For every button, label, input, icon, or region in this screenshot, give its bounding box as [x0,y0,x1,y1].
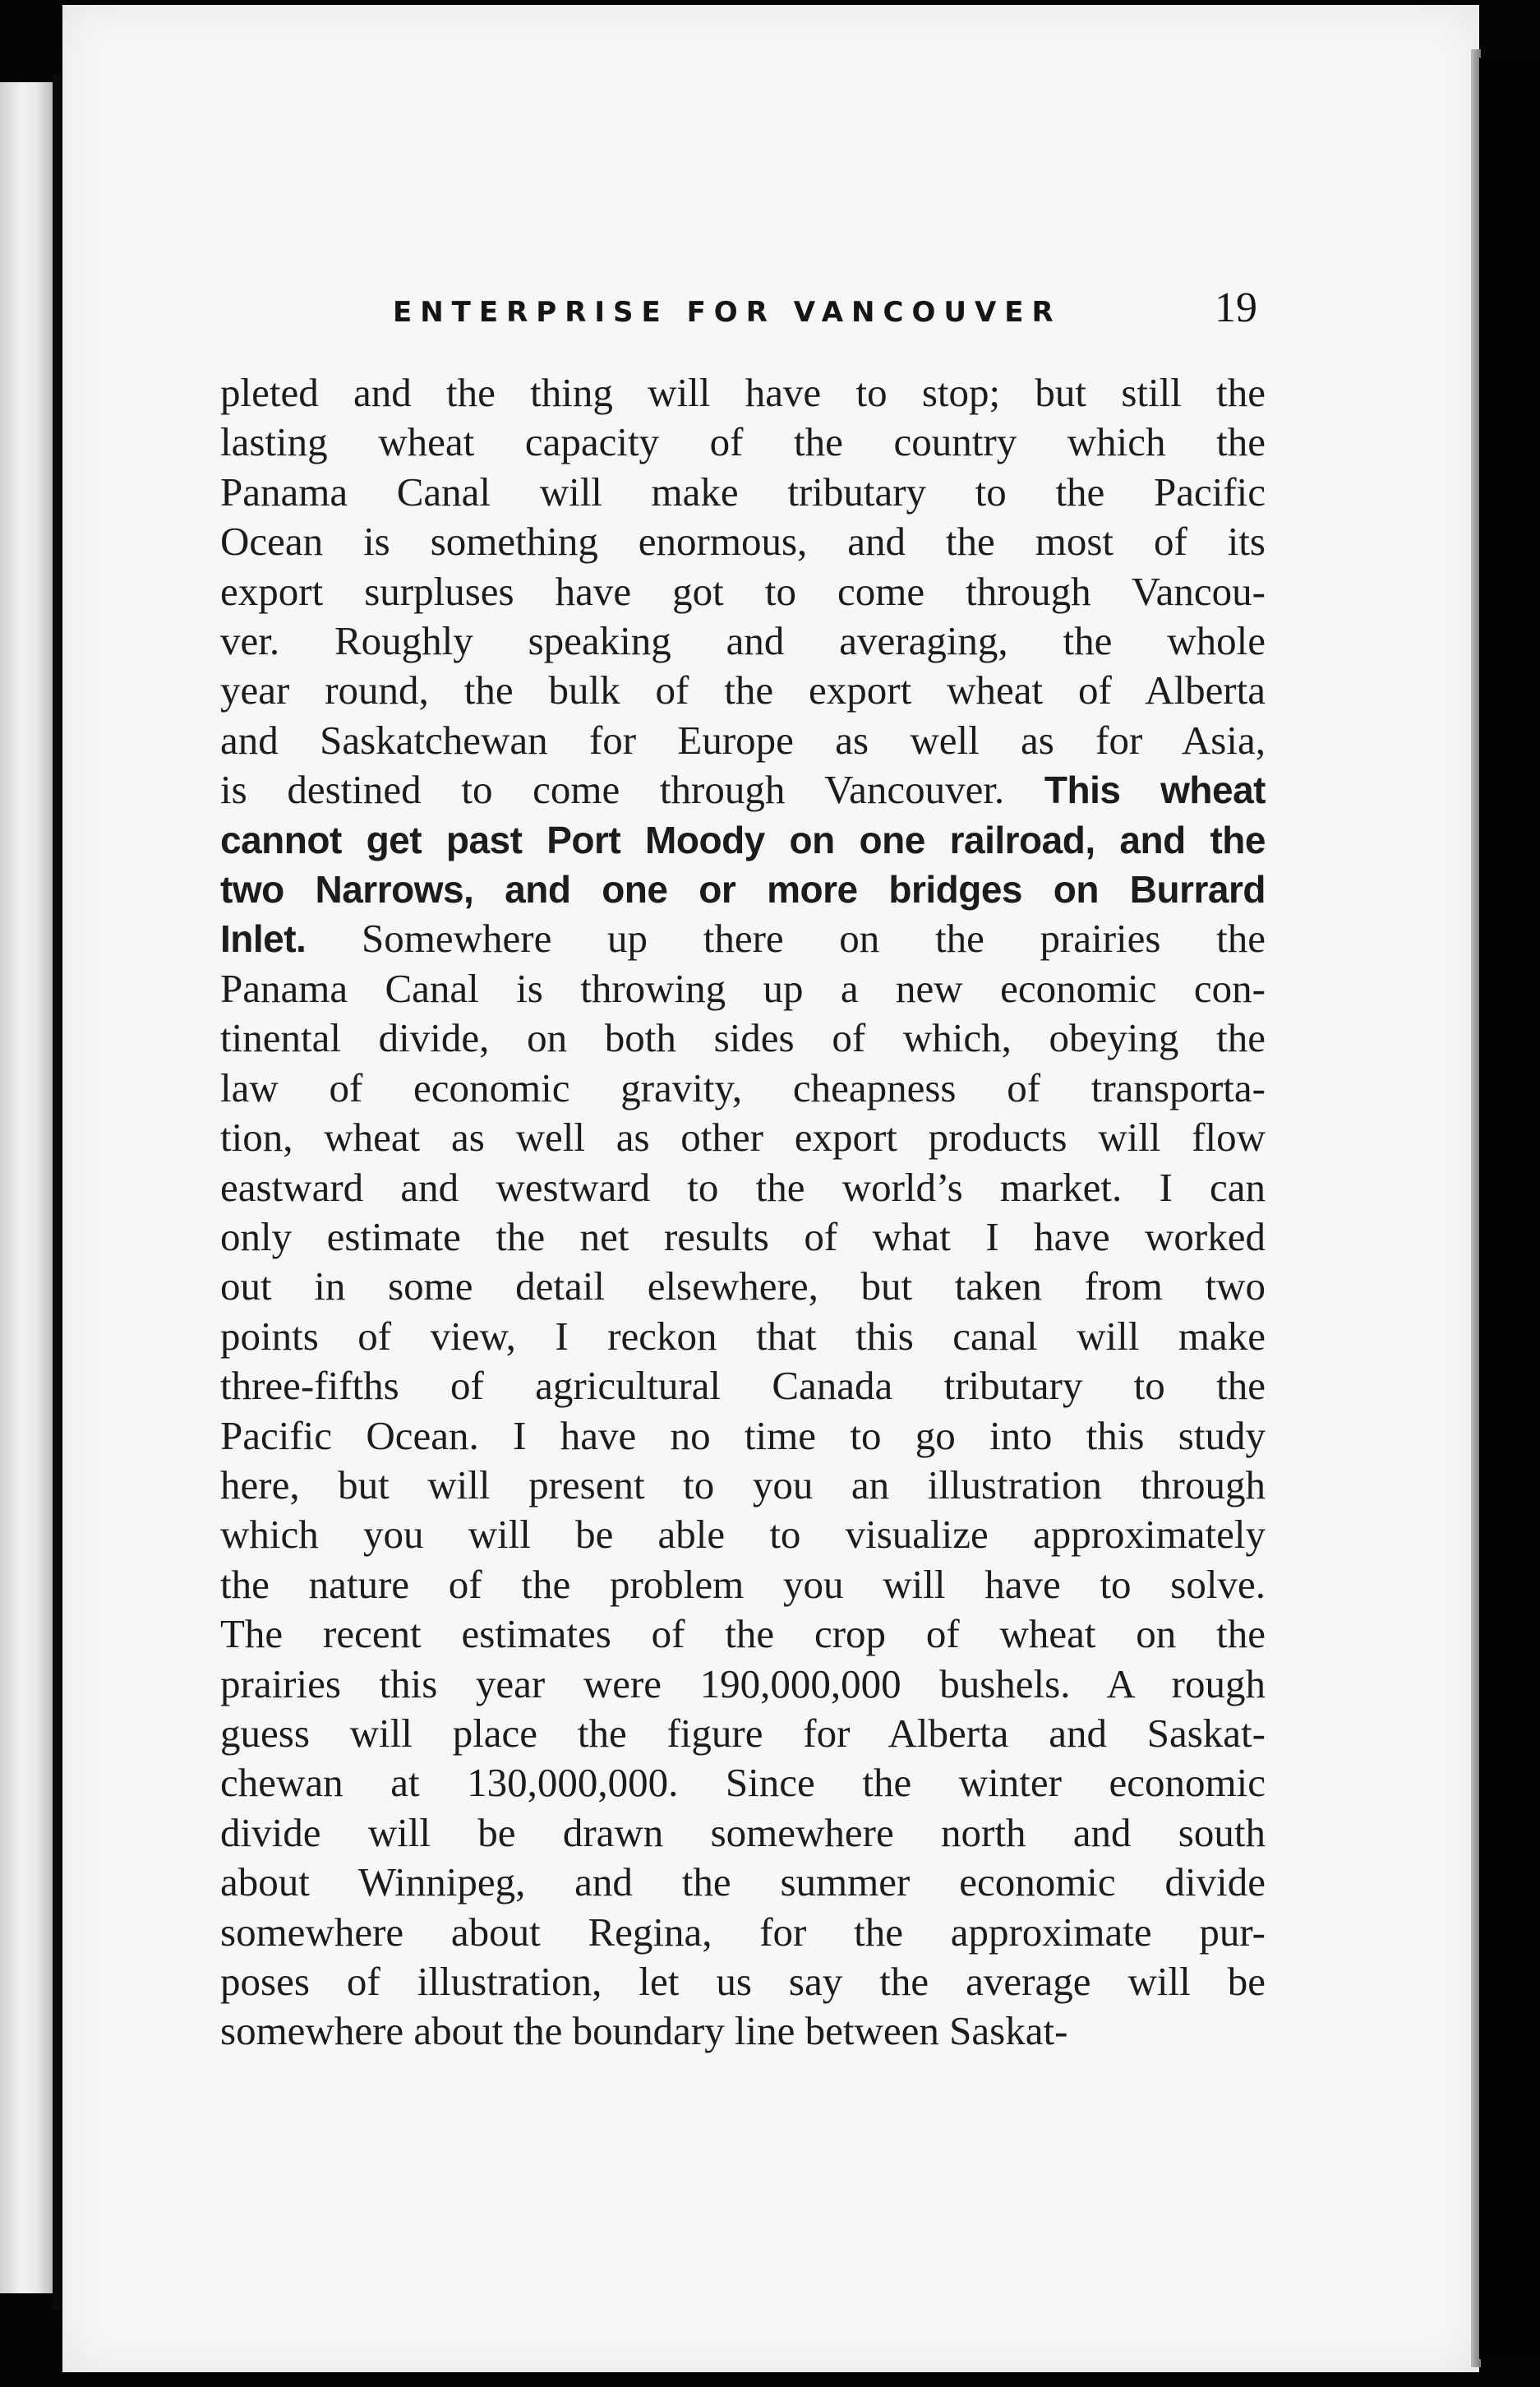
text-line: which you will be able to visualize approximately [220,1512,1266,1558]
text-line: guess will place the figure for Alberta and Saskat- [220,1710,1266,1756]
page-number: 19 [1215,284,1257,331]
scan-background [1479,58,1540,2359]
text-line: poses of illustration, let us say the average will be [220,1959,1266,2004]
text-line: The recent estimates of the crop of wheat on the [220,1611,1266,1657]
text-line: out in some detail elsewhere, but taken from two [220,1263,1266,1309]
text-line: pleted and the thing will have to stop; but still the [220,370,1266,415]
book-gutter [53,74,62,2310]
text-line: divide will be drawn somewhere north and south [220,1809,1266,1855]
bold-text: Inlet. [220,917,307,961]
text-line: points of view, I reckon that this canal will make [220,1313,1266,1359]
text-line: only estimate the net results of what I have worked [220,1213,1266,1259]
body-text [220,368,1266,2057]
text-line: prairies this year were 190,000,000 bushels. A rough [220,1660,1266,1706]
text-line: chewan at 130,000,000. Since the winter economic [220,1760,1266,1806]
text-line: export surpluses have got to come through Vancou- [220,568,1266,614]
text-line: Panama Canal will make tributary to the Pacific [220,469,1266,515]
text-line: Inlet. Somewhere up there on the prairies the [220,916,1266,962]
bold-text: cannot get past Port Moody on one railroad, and the [220,818,1266,861]
text-line: lasting wheat capacity of the country which the [220,419,1266,465]
text-line [220,815,1266,865]
text-line: here, but will present to you an illustration through [220,1461,1266,1507]
text-line: Pacific Ocean. I have no time to go into this study [220,1412,1266,1458]
text-line: ver. Roughly speaking and averaging, the whole [220,618,1266,664]
left-page-edge [0,82,53,2293]
text-line: is destined to come through Vancouver. This wheat [220,767,1266,813]
text-line: year round, the bulk of the export wheat of Alberta [220,667,1266,713]
bold-text: This wheat [1044,769,1266,812]
text-line: and Saskatchewan for Europe as well as for Asia, [220,717,1266,763]
text-line: law of economic gravity, cheapness of transporta- [220,1064,1266,1110]
text-line: tinental divide, on both sides of which, obeying the [220,1015,1266,1061]
text-line: Panama Canal is throwing up a new economic con- [220,965,1266,1011]
text-line: three-fifths of agricultural Canada tributary to the [220,1363,1266,1409]
text-line: somewhere about Regina, for the approximate pur- [220,1909,1266,1955]
text-line: Ocean is something enormous, and the most of its [220,519,1266,565]
text-line: about Winnipeg, and the summer economic divide [220,1859,1266,1905]
text-line: the nature of the problem you will have to solve. [220,1561,1266,1607]
running-head: ENTERPRISE FOR VANCOUVER [393,296,1062,329]
text-line [220,865,1266,914]
text-line: tion, wheat as well as other export products will flow [220,1115,1266,1161]
text-line: somewhere about the boundary line between Saskat- [220,2008,1068,2054]
bold-text: two Narrows, and one or more bridges on Burrard [220,868,1266,912]
text-line: eastward and westward to the world’s market. I can [220,1164,1266,1210]
